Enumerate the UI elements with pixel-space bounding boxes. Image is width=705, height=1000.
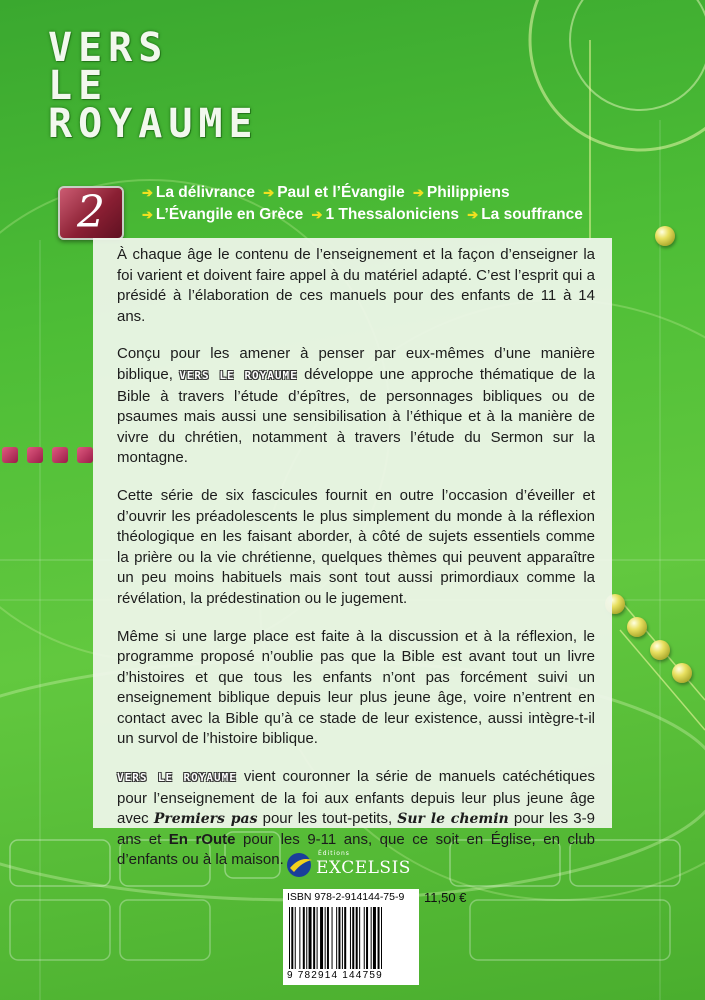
- decorative-bead-icon: [655, 226, 675, 246]
- barcode: [289, 907, 413, 969]
- arrow-right-icon: ➔: [311, 207, 323, 222]
- series-title-line-1: VERS: [48, 25, 169, 71]
- paragraph-2: [117, 344, 595, 469]
- arrow-right-icon: ➔: [413, 185, 424, 200]
- paragraph-2-start: Conçu pour les amener à penser par eux-mêmes d’une manière biblique,: [117, 345, 595, 383]
- barcode-digits: 9 782914 144759: [287, 970, 383, 981]
- publisher-name: EXCELSIS: [316, 858, 411, 878]
- arrow-right-icon: ➔: [142, 207, 153, 222]
- topics-row-2: [142, 206, 587, 224]
- decorative-bead-icon: [650, 640, 670, 660]
- decorative-square-icon: [2, 447, 18, 463]
- series-en-route: En rOute: [168, 830, 236, 848]
- arrow-right-icon: ➔: [142, 185, 153, 200]
- paragraph-5-part: vient couronner la série de manuels catéchétiques pour l’enseignement de la foi aux enfants depuis leur plus jeune âge avec: [117, 768, 595, 828]
- series-title-line-2: LE: [48, 63, 109, 109]
- series-logo-inline: VERS LE ROYAUME: [179, 368, 298, 382]
- decorative-bead-icon: [627, 617, 647, 637]
- decorative-square-icon: [52, 447, 68, 463]
- paragraph-5-part: pour les 9-11 ans, que ce soit en Église, en club d’enfants ou à la maison.: [117, 830, 596, 869]
- series-premiers-pas: Premiers pas: [153, 811, 258, 828]
- paragraph-2-end: développe une approche thématique de la Bible à travers l’étude d’épîtres, de personnages bibliques ou de psaumes mais aussi une sensibilisation à l’éthique et à la manière de vivre du chrétien, notamment à travers l’étude du Sermon sur la montagne.: [117, 365, 595, 467]
- topic-item: La délivrance: [155, 184, 255, 201]
- series-logo-inline: VERS LE ROYAUME: [117, 771, 237, 785]
- decorative-square-icon: [27, 447, 43, 463]
- topic-item: Philippiens: [426, 184, 510, 201]
- paragraph-4: Même si une large place est faite à la discussion et à la réflexion, le programme proposé n’oublie pas que la Bible est avant tout un livre d’histoires et que tous les enfants n’ont pas forcément suivi un enseignement biblique depuis leur plus jeune âge, voire n’entrent en contact avec la Bible qu’à ce stade de leur existence, aussi intègre-t-il un survol de l’histoire biblique.: [117, 627, 595, 748]
- topic-item: 1 Thessaloniciens: [325, 206, 459, 223]
- topic-item: La souffrance: [481, 206, 583, 223]
- description-text: [117, 245, 595, 888]
- topic-item: Paul et l’Évangile: [277, 184, 405, 201]
- paragraph-1: À chaque âge le contenu de l’enseignement et la façon d’enseigner la foi varient et doivent faire appel à du matériel adapté. C’est l’esprit qui a présidé à l’élaboration de ces manuels pour des enfants de 11 à 14 ans.: [117, 246, 595, 325]
- series-sur-le-chemin: Sur le chemin: [397, 811, 509, 828]
- publisher-emblem-icon: [286, 850, 314, 880]
- publisher-subtitle: Éditions: [318, 850, 350, 857]
- volume-badge: [58, 186, 124, 240]
- decorative-square-icon: [77, 447, 93, 463]
- isbn-label: ISBN 978-2-914144-75-9: [287, 891, 405, 903]
- paragraph-5-part: pour les 3-9 ans et: [117, 810, 595, 848]
- decorative-bead-icon: [672, 663, 692, 683]
- topic-item: L’Évangile en Grèce: [155, 206, 304, 223]
- isbn-barcode-box: [283, 889, 419, 985]
- publisher-logo: [286, 850, 426, 880]
- series-title-line-3: ROYAUME: [48, 101, 259, 147]
- arrow-right-icon: ➔: [263, 185, 275, 200]
- paragraph-3: Cette série de six fascicules fournit en outre l’occasion d’éveiller et d’ouvrir les préadolescents le plus simplement du monde à la réflexion théologique en les faisant aborder, à côté de sujets essentiels comme la prière ou la vie chrétienne, quelques thèmes qui peuvent apparaître un peu moins habituels mais sont tout aussi primordiaux comme la révélation, la prédestination ou le jugement.: [117, 486, 595, 607]
- paragraph-5-part: pour les tout-petits,: [257, 810, 398, 828]
- price: 11,50 €: [424, 890, 467, 905]
- topics-row-1: [142, 184, 514, 202]
- volume-number: 2: [77, 187, 105, 238]
- arrow-right-icon: ➔: [467, 207, 479, 222]
